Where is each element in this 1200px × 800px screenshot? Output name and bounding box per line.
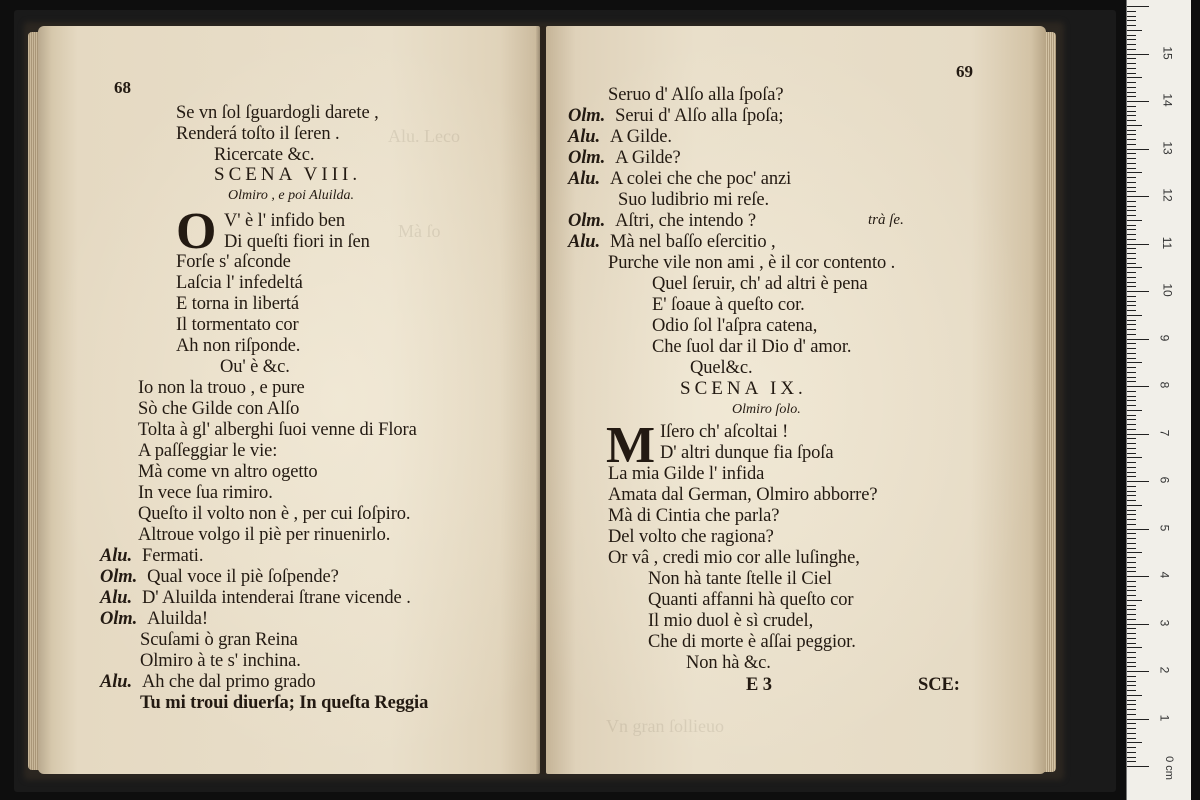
aria-line: E' ſoaue à queſto cor. xyxy=(652,295,805,315)
ruler-tick xyxy=(1127,54,1149,55)
ruler-tick xyxy=(1127,571,1136,572)
ruler-tick xyxy=(1127,443,1136,444)
verse-line: V' è l' infido ben xyxy=(224,211,345,231)
dialogue-line xyxy=(568,210,756,232)
ruler-tick xyxy=(1127,557,1136,558)
ruler-tick xyxy=(1127,310,1136,311)
ruler-tick xyxy=(1127,510,1136,511)
ruler-tick xyxy=(1127,286,1136,287)
ruler-tick xyxy=(1127,244,1149,245)
ruler-tick xyxy=(1127,16,1136,17)
dialogue-line xyxy=(100,566,339,588)
stage-direction: trà ſe. xyxy=(868,212,904,228)
ruler-tick xyxy=(1127,533,1136,534)
signature-mark: E 3 xyxy=(746,675,772,695)
ruler-tick xyxy=(1127,153,1136,154)
ruler-tick xyxy=(1127,35,1136,36)
ruler-tick xyxy=(1127,20,1136,21)
speaker-label: Alu. xyxy=(568,127,600,147)
speaker-label: Olm. xyxy=(568,211,606,231)
aria-line: Non hà tante ſtelle il Ciel xyxy=(648,569,832,589)
aria-line: Il mio duol è sì crudel, xyxy=(648,611,814,631)
ruler-tick xyxy=(1127,206,1136,207)
verse-line: Forſe s' aſconde xyxy=(176,252,291,272)
verse-line: Amata dal German, Olmiro abborre? xyxy=(608,485,878,505)
ruler-tick xyxy=(1127,381,1136,382)
ruler-tick xyxy=(1127,681,1136,682)
ruler-tick xyxy=(1127,472,1136,473)
dialogue-text: Aluilda! xyxy=(147,609,208,629)
ruler-tick xyxy=(1127,491,1136,492)
verse-line: Del volto che ragiona? xyxy=(608,527,774,547)
speaker-label: Alu. xyxy=(568,169,600,189)
ruler-tick xyxy=(1127,63,1136,64)
ruler-tick xyxy=(1127,11,1136,12)
ruler-tick xyxy=(1127,73,1136,74)
verse-line: Olmiro à te s' inchina. xyxy=(140,651,301,671)
ruler-tick xyxy=(1127,434,1149,435)
ruler-tick xyxy=(1127,25,1136,26)
ruler-tick xyxy=(1127,742,1142,743)
drop-cap: O xyxy=(176,203,217,260)
ruler-tick xyxy=(1127,139,1136,140)
ruler-tick xyxy=(1127,567,1136,568)
ruler-number: 11 xyxy=(1160,236,1175,249)
right-page xyxy=(546,26,1046,774)
verse-line: In vece ſua rimiro. xyxy=(138,483,273,503)
ruler-tick xyxy=(1127,386,1149,387)
page-number: 69 xyxy=(956,62,973,81)
verse-line: A paſſeggiar le vie: xyxy=(138,441,278,461)
ruler-tick xyxy=(1127,296,1136,297)
verse-line: Or vâ , credi mio cor alle luſinghe, xyxy=(608,548,860,568)
ruler-tick xyxy=(1127,415,1136,416)
dialogue-text: A Gilde. xyxy=(610,127,672,147)
ruler-tick xyxy=(1127,267,1142,268)
ruler-tick xyxy=(1127,329,1136,330)
ruler-tick xyxy=(1127,666,1136,667)
verse-line: La mia Gilde l' infida xyxy=(608,464,765,484)
verse-line: Altroue volgo il piè per rinuenirlo. xyxy=(138,525,391,545)
ruler-tick xyxy=(1127,158,1136,159)
verse-line: Tolta à gl' alberghi ſuoi venne di Flora xyxy=(138,420,417,440)
ruler-tick xyxy=(1127,405,1136,406)
ruler-tick xyxy=(1127,68,1136,69)
ruler-tick xyxy=(1127,353,1136,354)
speaker-label: Olm. xyxy=(568,106,606,126)
ruler-tick xyxy=(1127,714,1136,715)
ruler-tick xyxy=(1127,643,1136,644)
ruler-tick xyxy=(1127,172,1142,173)
ruler-tick xyxy=(1127,263,1136,264)
dialogue-text: Ah che dal primo grado xyxy=(142,672,316,692)
speaker-label: Alu. xyxy=(100,588,132,608)
verse-line: Purche vile non ami , è il cor contento . xyxy=(608,253,896,273)
ruler-number: 9 xyxy=(1157,334,1172,341)
ruler-tick xyxy=(1127,367,1136,368)
dialogue-line xyxy=(100,608,208,630)
ruler-tick xyxy=(1127,115,1136,116)
show-through-text: Vn gran ſollieuo xyxy=(606,716,724,736)
ruler-tick xyxy=(1127,120,1136,121)
ruler-tick xyxy=(1127,586,1136,587)
dialogue-text: Fermati. xyxy=(142,546,204,566)
ruler-tick xyxy=(1127,486,1136,487)
ruler-tick xyxy=(1127,514,1136,515)
ruler-tick xyxy=(1127,609,1136,610)
ruler-tick xyxy=(1127,253,1136,254)
dialogue-text: A Gilde? xyxy=(615,148,681,168)
scene-heading: SCENA VIII. xyxy=(214,164,362,185)
verse-line: Tu mi troui diuerſa; In queſta Reggia xyxy=(140,693,429,713)
page-number: 68 xyxy=(114,78,131,97)
aria-line: Che ſuol dar il Dio d' amor. xyxy=(652,337,852,357)
speaker-label: Alu. xyxy=(100,672,132,692)
ruler-tick xyxy=(1127,39,1136,40)
verse-line: Laſcia l' infedeltá xyxy=(176,273,303,293)
dialogue-line xyxy=(100,545,203,567)
ruler-tick xyxy=(1127,552,1142,553)
ruler-tick xyxy=(1127,348,1136,349)
ruler-tick xyxy=(1127,595,1136,596)
ruler-tick xyxy=(1127,614,1136,615)
ruler-tick xyxy=(1127,476,1136,477)
ruler-tick xyxy=(1127,429,1136,430)
ruler-tick xyxy=(1127,225,1136,226)
dialogue-text: Serui d' Alſo alla ſpoſa; xyxy=(615,106,784,126)
ruler-tick xyxy=(1127,130,1136,131)
ruler-tick xyxy=(1127,747,1136,748)
ruler-tick xyxy=(1127,581,1136,582)
ruler-tick xyxy=(1127,362,1142,363)
ruler-tick xyxy=(1127,111,1136,112)
ruler-tick xyxy=(1127,424,1136,425)
ruler-tick xyxy=(1127,144,1136,145)
ruler-number: 5 xyxy=(1157,524,1172,531)
ruler-tick xyxy=(1127,258,1136,259)
scene-cast: Olmiro , e poi Aluilda. xyxy=(228,188,354,203)
dialogue-text: A colei che che poc' anzi xyxy=(610,169,792,189)
ruler-tick xyxy=(1127,600,1142,601)
ruler-tick xyxy=(1127,372,1136,373)
ruler-tick xyxy=(1127,106,1136,107)
dialogue-line xyxy=(568,105,783,127)
verse-line: Queſto il volto non è , per cui ſoſpiro. xyxy=(138,504,411,524)
ruler-tick xyxy=(1127,201,1136,202)
ruler-tick xyxy=(1127,149,1149,150)
ruler-tick xyxy=(1127,704,1136,705)
ruler-tick xyxy=(1127,538,1136,539)
ruler-unit-label: 0 cm xyxy=(1162,756,1175,780)
ruler-tick xyxy=(1127,92,1136,93)
ruler-number: 1 xyxy=(1157,714,1172,721)
scene-cast: Olmiro ſolo. xyxy=(732,402,801,417)
aria-line: Odio ſol l'aſpra catena, xyxy=(652,316,818,336)
ruler-tick xyxy=(1127,462,1136,463)
ruler-tick xyxy=(1127,6,1149,7)
ruler-tick xyxy=(1127,628,1136,629)
ruler-tick xyxy=(1127,457,1142,458)
ruler-tick xyxy=(1127,757,1136,758)
ruler-tick xyxy=(1127,220,1142,221)
ruler-number: 3 xyxy=(1157,619,1172,626)
ruler-tick xyxy=(1127,700,1136,701)
ruler-tick xyxy=(1127,638,1136,639)
ruler-tick xyxy=(1127,410,1142,411)
dialogue-line xyxy=(568,168,791,190)
ruler-number: 14 xyxy=(1160,93,1175,107)
ruler-tick xyxy=(1127,752,1136,753)
ruler-tick xyxy=(1127,210,1136,211)
verse-line: Iſero ch' aſcoltai ! xyxy=(660,422,789,442)
ruler-tick xyxy=(1127,548,1136,549)
ruler-tick xyxy=(1127,481,1149,482)
scene-heading: SCENA IX. xyxy=(680,378,807,399)
ruler-tick xyxy=(1127,291,1149,292)
dialogue-line xyxy=(100,587,411,609)
ruler-tick xyxy=(1127,82,1136,83)
speaker-label: Alu. xyxy=(100,546,132,566)
refrain-line: Quel&c. xyxy=(690,358,753,378)
refrain-line: Non hà &c. xyxy=(686,653,771,673)
ruler-tick xyxy=(1127,495,1136,496)
ruler-tick xyxy=(1127,196,1149,197)
ruler-tick xyxy=(1127,448,1136,449)
measuring-ruler xyxy=(1126,0,1191,800)
ruler-tick xyxy=(1127,58,1136,59)
ruler-tick xyxy=(1127,633,1136,634)
ruler-tick xyxy=(1127,690,1136,691)
ruler-tick xyxy=(1127,96,1136,97)
catchword: SCE: xyxy=(918,675,960,695)
ruler-tick xyxy=(1127,163,1136,164)
ruler-tick xyxy=(1127,191,1136,192)
ruler-tick xyxy=(1127,500,1136,501)
verse-line: Mà come vn altro ogetto xyxy=(138,462,318,482)
ruler-tick xyxy=(1127,44,1136,45)
refrain-line: Ou' è &c. xyxy=(220,357,290,377)
ruler-tick xyxy=(1127,343,1136,344)
verse-line: Il tormentato cor xyxy=(176,315,299,335)
aria-line: Che di morte è aſſai peggior. xyxy=(648,632,856,652)
ruler-tick xyxy=(1127,87,1136,88)
ruler-tick xyxy=(1127,647,1142,648)
drop-cap: M xyxy=(606,417,656,474)
ruler-number: 12 xyxy=(1160,188,1175,202)
ruler-number: 15 xyxy=(1160,45,1175,60)
ruler-tick xyxy=(1127,519,1136,520)
ruler-tick xyxy=(1127,676,1136,677)
ruler-tick xyxy=(1127,505,1142,506)
ruler-tick xyxy=(1127,377,1136,378)
ruler-tick xyxy=(1127,101,1149,102)
ruler-tick xyxy=(1127,657,1136,658)
ruler-tick xyxy=(1127,177,1136,178)
verse-line: Seruo d' Alſo alla ſpoſa? xyxy=(608,85,784,105)
verse-line: Ah non riſponde. xyxy=(176,336,301,356)
dialogue-text: D' Aluilda intenderai ſtrane vicende . xyxy=(142,588,411,608)
ruler-tick xyxy=(1127,239,1136,240)
aria-line: Quanti affanni hà queſto cor xyxy=(648,590,854,610)
ruler-tick xyxy=(1127,400,1136,401)
dialogue-line xyxy=(100,671,316,693)
ruler-tick xyxy=(1127,624,1149,625)
dialogue-line xyxy=(568,231,776,253)
verse-line: Io non la trouo , e pure xyxy=(138,378,305,398)
ruler-tick xyxy=(1127,524,1136,525)
ruler-tick xyxy=(1127,662,1136,663)
ruler-tick xyxy=(1127,576,1149,577)
refrain-line: Ricercate &c. xyxy=(214,145,315,165)
ruler-tick xyxy=(1127,229,1136,230)
ruler-tick xyxy=(1127,324,1136,325)
verse-line: Renderá toſto il ſeren . xyxy=(176,124,340,144)
verse-line: E torna in libertá xyxy=(176,294,300,314)
verse-line: Di queſti fiori in ſen xyxy=(224,232,370,252)
verse-line: D' altri dunque fia ſpoſa xyxy=(660,443,834,463)
ruler-tick xyxy=(1127,467,1136,468)
ruler-number: 2 xyxy=(1157,666,1172,674)
ruler-tick xyxy=(1127,187,1136,188)
ruler-number: 13 xyxy=(1160,140,1175,155)
ruler-tick xyxy=(1127,562,1136,563)
ruler-number: 7 xyxy=(1157,429,1172,436)
ruler-tick xyxy=(1127,396,1136,397)
ruler-tick xyxy=(1127,723,1136,724)
verse-line: Mà di Cintia che parla? xyxy=(608,506,780,526)
ruler-tick xyxy=(1127,182,1136,183)
ruler-tick xyxy=(1127,125,1142,126)
show-through-text: Alu. Leco xyxy=(388,126,460,146)
ruler-tick xyxy=(1127,282,1136,283)
ruler-tick xyxy=(1127,30,1142,31)
speaker-label: Olm. xyxy=(100,609,138,629)
left-page xyxy=(38,26,540,774)
ruler-tick xyxy=(1127,453,1136,454)
ruler-tick xyxy=(1127,305,1136,306)
ruler-tick xyxy=(1127,733,1136,734)
ruler-tick xyxy=(1127,590,1136,591)
show-through-text: Mà ſo xyxy=(398,221,441,241)
ruler-number: 6 xyxy=(1157,476,1172,484)
ruler-tick xyxy=(1127,277,1136,278)
ruler-tick xyxy=(1127,619,1136,620)
ruler-tick xyxy=(1127,543,1136,544)
ruler-tick xyxy=(1127,320,1136,321)
ruler-tick xyxy=(1127,49,1136,50)
ruler-tick xyxy=(1127,685,1136,686)
ruler-tick xyxy=(1127,738,1136,739)
dialogue-line xyxy=(568,147,681,169)
dialogue-line xyxy=(568,126,672,148)
ruler-tick xyxy=(1127,438,1136,439)
dialogue-text: Qual voce il piè ſoſpende? xyxy=(147,567,339,587)
ruler-tick xyxy=(1127,334,1136,335)
ruler-tick xyxy=(1127,77,1142,78)
ruler-tick xyxy=(1127,391,1136,392)
ruler-tick xyxy=(1127,671,1149,672)
ruler-tick xyxy=(1127,529,1149,530)
ruler-tick xyxy=(1127,301,1136,302)
ruler-tick xyxy=(1127,709,1136,710)
ruler-tick xyxy=(1127,134,1136,135)
ruler-tick xyxy=(1127,766,1149,767)
ruler-tick xyxy=(1127,728,1136,729)
verse-line: Sò che Gilde con Alſo xyxy=(138,399,300,419)
ruler-tick xyxy=(1127,315,1142,316)
ruler-tick xyxy=(1127,652,1136,653)
ruler-tick xyxy=(1127,419,1136,420)
dialogue-text: Aſtri, che intendo ? xyxy=(615,211,756,231)
ruler-tick xyxy=(1127,339,1149,340)
ruler-tick xyxy=(1127,215,1136,216)
dialogue-text: Mà nel baſſo eſercitio , xyxy=(610,232,776,252)
ruler-number: 10 xyxy=(1160,283,1175,297)
ruler-tick xyxy=(1127,719,1149,720)
ruler-tick xyxy=(1127,761,1136,762)
speaker-label: Alu. xyxy=(568,232,600,252)
speaker-label: Olm. xyxy=(568,148,606,168)
ruler-tick xyxy=(1127,272,1136,273)
ruler-tick xyxy=(1127,358,1136,359)
verse-line: Scuſami ò gran Reina xyxy=(140,630,298,650)
verse-line: Suo ludibrio mi reſe. xyxy=(618,190,770,210)
ruler-tick xyxy=(1127,168,1136,169)
ruler-number: 4 xyxy=(1157,571,1172,579)
ruler-number: 8 xyxy=(1157,381,1172,389)
ruler-tick xyxy=(1127,695,1142,696)
ruler-tick xyxy=(1127,248,1136,249)
ruler-tick xyxy=(1127,605,1136,606)
aria-line: Quel ſeruir, ch' ad altri è pena xyxy=(652,274,868,294)
verse-line: Se vn ſol ſguardogli darete , xyxy=(176,103,379,123)
ruler-tick xyxy=(1127,234,1136,235)
speaker-label: Olm. xyxy=(100,567,138,587)
